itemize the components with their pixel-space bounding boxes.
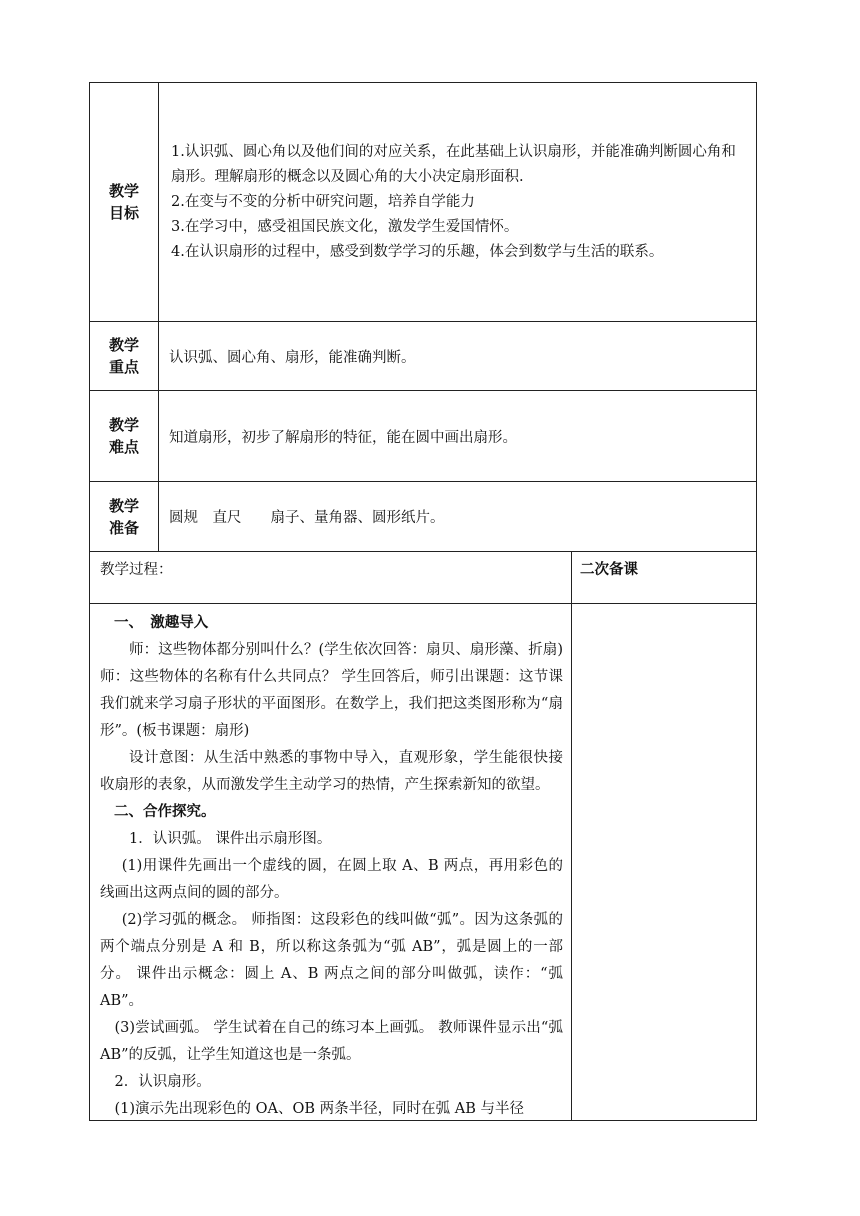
key-points-content: 认识弧、圆心角、扇形，能准确判断。 <box>169 349 416 366</box>
paragraph: (3)尝试画弧。 学生试着在自己的练习本上画弧。 教师课件显示出“弧 AB”的反弧，让学生知道这也是一条弧。 <box>100 1020 563 1063</box>
second-prep-content <box>572 604 756 1120</box>
process-header: 教学过程： <box>90 552 572 603</box>
label-line: 教学 <box>108 182 139 200</box>
process-body-row <box>90 604 756 1120</box>
paragraph: (1)用课件先画出一个虚线的圆，在圆上取 A、B 两点，再用彩色的线画出这两点间的圆的部分。 <box>100 858 563 901</box>
paragraph: 2．认识扇形。 <box>114 1074 211 1090</box>
process-header-row <box>90 552 756 604</box>
paragraph: (2)学习弧的概念。 师指图：这段彩色的线叫做“弧”。因为这条弧的两个端点分别是 A 和 B，所以称这条弧为“弧 AB”，弧是圆上的一部分。 课件出示概念：圆上 A、B 两点之间的部分叫做弧，读作：“弧 AB”。 <box>100 912 563 1009</box>
label-line: 目标 <box>108 204 139 222</box>
paragraph: 设计意图：从生活中熟悉的事物中导入，直观形象，学生能很快接收扇形的表象，从而激发学生主动学习的热情，产生探索新知的欲望。 <box>100 750 563 793</box>
label-line: 难点 <box>108 438 139 456</box>
objectives-row <box>90 83 756 322</box>
objective-item: 1.认识弧、圆心角以及他们间的对应关系，在此基础上认识扇形，并能准确判断圆心角和扇形。理解扇形的概念以及圆心角的大小决定扇形面积. <box>171 143 736 185</box>
label-line: 准备 <box>108 518 139 537</box>
difficulties-label <box>90 391 159 481</box>
preparation-row <box>90 482 756 552</box>
difficulties-row <box>90 391 756 482</box>
objective-item: 4.在认识扇形的过程中，感受到数学学习的乐趣，体会到数学与生活的联系。 <box>171 243 664 260</box>
objective-item: 3.在学习中，感受祖国民族文化，激发学生爱国情怀。 <box>171 218 519 235</box>
label-line: 重点 <box>108 358 139 376</box>
preparation-label <box>90 482 159 551</box>
lesson-plan-table <box>89 82 757 1121</box>
section-title: 二、合作探究。 <box>114 804 216 820</box>
difficulties-content: 知道扇形，初步了解扇形的特征，能在圆中画出扇形。 <box>169 429 517 446</box>
paragraph: 1．认识弧。 课件出示扇形图。 <box>129 831 332 847</box>
paragraph: 师：这些物体都分别叫什么？(学生依次回答：扇贝、扇形藻、折扇) 师：这些物体的名称有什么共同点？ 学生回答后，师引出课题：这节课我们就来学习扇子形状的平面图形。在数学上，我们把这类图形称为“扇形”。(板书课题：扇形) <box>100 642 563 739</box>
label-line: 教学 <box>108 416 139 434</box>
section-title: 一、 激趣导入 <box>114 615 209 631</box>
second-prep-header: 二次备课 <box>580 562 638 578</box>
label-line: 教学 <box>108 496 139 515</box>
preparation-content: 圆规 直尺 扇子、量角器、圆形纸片。 <box>169 510 445 526</box>
key-points-row <box>90 322 756 391</box>
objectives-label <box>90 83 159 321</box>
process-content <box>90 604 572 1120</box>
paragraph: (1)演示先出现彩色的 OA、OB 两条半径，同时在弧 AB 与半径 <box>114 1101 525 1117</box>
key-points-label <box>90 322 159 390</box>
label-line: 教学 <box>108 336 139 354</box>
objectives-content <box>159 83 756 321</box>
objective-item: 2.在变与不变的分析中研究问题，培养自学能力 <box>171 193 475 210</box>
